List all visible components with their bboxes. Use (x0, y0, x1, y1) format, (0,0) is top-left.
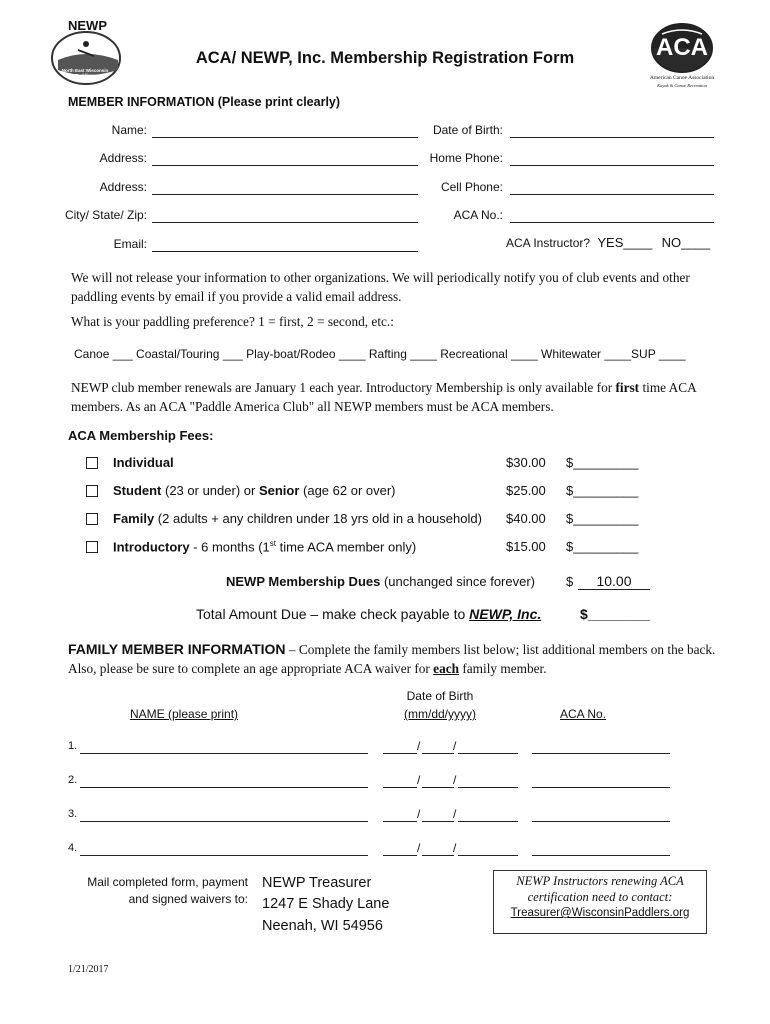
page-title: ACA/ NEWP, Inc. Membership Registration Form (195, 49, 575, 67)
dob-slash: / (453, 773, 457, 787)
total-due-label (196, 606, 541, 622)
family-dob-day[interactable] (422, 753, 454, 754)
fee-name-individual: Individual (113, 455, 174, 470)
col-header-aca-no: ACA No. (560, 707, 607, 721)
fee-label-introductory (113, 539, 416, 554)
fee-price-student-senior: $25.00 (506, 483, 546, 498)
family-dob-month[interactable] (383, 821, 417, 822)
row-number: 3. (68, 808, 78, 820)
fee-label-student-senior (113, 483, 396, 498)
address2-field[interactable] (152, 194, 418, 195)
fee-row-family (86, 510, 726, 528)
col-header-name: NAME (please print) (130, 707, 239, 721)
fees-heading: ACA Membership Fees: (68, 428, 214, 443)
family-row (68, 842, 688, 858)
family-aca-field[interactable] (532, 821, 670, 822)
fee-row-individual (86, 454, 726, 472)
family-dob-month[interactable] (383, 753, 417, 754)
dob-slash: / (417, 807, 421, 821)
fee-name-senior: Senior (258, 483, 300, 498)
aca-logo-tagline: Kayak & Canoe Recreation (657, 83, 707, 88)
renewal-notice (71, 378, 711, 416)
fee-name-introductory: Introductory (113, 539, 190, 555)
fee-amount-introductory[interactable]: $_________ (566, 539, 639, 554)
dob-slash: / (453, 841, 457, 855)
mail-instructions-2: and signed waivers to: (128, 892, 248, 906)
col-header-dob: Date of Birth (406, 689, 474, 703)
family-row (68, 740, 688, 756)
dob-slash: / (417, 739, 421, 753)
family-aca-field[interactable] (532, 753, 670, 754)
footer-date: 1/21/2017 (68, 964, 109, 975)
mail-address-street: 1247 E Shady Lane (262, 896, 390, 912)
fee-amount-family[interactable]: $_________ (566, 511, 639, 526)
renewal-emphasis: first (615, 380, 640, 395)
family-row (68, 774, 688, 790)
aca-no-field[interactable] (510, 222, 714, 223)
instructor-contact-box (493, 870, 707, 934)
dob-slash: / (417, 841, 421, 855)
family-dob-month[interactable] (383, 787, 417, 788)
total-payee: NEWP, Inc. (469, 606, 542, 622)
row-number: 4. (68, 842, 78, 854)
family-name-field[interactable] (80, 855, 368, 856)
newp-logo-text: NEWP (68, 18, 107, 33)
family-dob-day[interactable] (422, 821, 454, 822)
aca-logo (644, 22, 720, 92)
fee-desc-introductory: - 6 months (1 (189, 539, 270, 555)
mail-address-city: Neenah, WI 54956 (262, 918, 383, 934)
fee-row-student-senior (86, 482, 726, 500)
family-dob-year[interactable] (458, 787, 518, 788)
family-dob-month[interactable] (383, 855, 417, 856)
row-number: 2. (68, 774, 78, 786)
family-info-heading: FAMILY MEMBER INFORMATION (68, 641, 286, 657)
newp-logo-subtext: North East Wisconsin Paddlers (61, 68, 109, 78)
checkbox-individual[interactable] (86, 457, 98, 469)
cell-phone-label: Cell Phone: (440, 180, 503, 194)
family-dob-day[interactable] (422, 855, 454, 856)
family-dob-year[interactable] (458, 753, 518, 754)
row-number: 1. (68, 740, 78, 752)
fee-label-individual (113, 455, 174, 470)
family-name-field[interactable] (80, 821, 368, 822)
newp-dues-title: NEWP Membership Dues (226, 574, 381, 589)
family-name-field[interactable] (80, 753, 368, 754)
fee-price-introductory: $15.00 (506, 539, 546, 554)
city-state-zip-label: City/ State/ Zip: (64, 208, 147, 222)
home-phone-label: Home Phone: (429, 151, 503, 165)
family-dob-year[interactable] (458, 821, 518, 822)
family-intro-text: – Complete the family members list below; list additional members on the back. Also, please be sure to complete an age appropriate ACA waiver for (68, 642, 716, 676)
col-header-dob-format: (mm/dd/yyyy) (404, 707, 476, 721)
fee-name-student: Student (113, 483, 162, 498)
newp-logo (46, 16, 126, 86)
aca-no-label: ACA No.: (453, 208, 503, 222)
instructor-yes-option[interactable]: YES____ (597, 235, 653, 250)
address-label: Address: (99, 151, 147, 165)
fee-price-individual: $30.00 (506, 455, 546, 470)
preference-list[interactable]: Canoe ___ Coastal/Touring ___ Play-boat/Rodeo ____ Rafting ____ Recreational ____ Whitewater ____SUP ____ (74, 347, 686, 361)
fee-price-family: $40.00 (506, 511, 546, 526)
family-aca-field[interactable] (532, 855, 670, 856)
checkbox-family[interactable] (86, 513, 98, 525)
contact-email-link[interactable]: Treasurer@WisconsinPaddlers.org (510, 907, 690, 919)
family-info-intro (68, 640, 718, 678)
dob-label: Date of Birth: (432, 123, 503, 137)
family-name-field[interactable] (80, 787, 368, 788)
dob-field[interactable] (510, 137, 714, 138)
contact-line-1: NEWP Instructors renewing ACA (516, 874, 684, 888)
newp-dues-note: (unchanged since forever) (380, 574, 536, 589)
checkbox-introductory[interactable] (86, 541, 98, 553)
fee-label-family (113, 511, 482, 526)
aca-logo-subtext: American Canoe Association (649, 75, 715, 81)
dob-slash: / (453, 739, 457, 753)
fee-desc-student: (23 or under) or (161, 483, 259, 498)
family-row (68, 808, 688, 824)
dob-slash: / (417, 773, 421, 787)
total-due-amount[interactable]: $________ (580, 606, 651, 622)
newp-dues-label (226, 574, 535, 589)
email-field[interactable] (152, 251, 418, 252)
family-dob-day[interactable] (422, 787, 454, 788)
address-field[interactable] (152, 165, 418, 166)
newp-dues-dollar: $ (566, 574, 574, 589)
member-info-heading: MEMBER INFORMATION (Please print clearly) (68, 95, 341, 109)
address2-label: Address: (99, 180, 147, 194)
fee-name-family: Family (113, 511, 155, 526)
dob-slash: / (453, 807, 457, 821)
newp-dues-amount[interactable]: 10.00 (578, 573, 650, 590)
home-phone-field[interactable] (510, 165, 714, 166)
aca-logo-text: ACA (656, 34, 708, 61)
aca-instructor-row (506, 235, 710, 250)
fee-row-introductory (86, 538, 726, 556)
checkbox-student-senior[interactable] (86, 485, 98, 497)
city-state-zip-field[interactable] (152, 222, 418, 223)
renewal-text-2: time ACA members. As an ACA "Paddle America Club" all NEWP members must be ACA members. (71, 380, 697, 414)
family-aca-field[interactable] (532, 787, 670, 788)
name-field[interactable] (152, 137, 418, 138)
fee-amount-student-senior[interactable]: $_________ (566, 483, 639, 498)
email-label: Email: (113, 237, 147, 251)
instructor-no-option[interactable]: NO____ (661, 235, 711, 250)
preference-question: What is your paddling preference? 1 = first, 2 = second, etc.: (71, 314, 394, 329)
total-due-text: Total Amount Due – make check payable to (196, 606, 470, 622)
mail-address-name: NEWP Treasurer (262, 875, 372, 891)
family-intro-end: family member. (459, 661, 547, 676)
fee-desc-senior: (age 62 or over) (299, 483, 396, 498)
family-dob-year[interactable] (458, 855, 518, 856)
cell-phone-field[interactable] (510, 194, 714, 195)
fee-desc-family: (2 adults + any children under 18 yrs old in a household) (154, 511, 482, 526)
fee-amount-individual[interactable]: $_________ (566, 455, 639, 470)
aca-instructor-label: ACA Instructor? (506, 236, 591, 250)
fee-desc-sup: st (269, 539, 276, 548)
renewal-text-1: NEWP club member renewals are January 1 each year. Introductory Membership is only available for (71, 380, 616, 395)
name-label: Name: (111, 123, 147, 137)
mail-instructions-1: Mail completed form, payment (87, 875, 248, 889)
fee-desc-introductory-2: time ACA member only) (276, 539, 417, 555)
contact-line-2: certification need to contact: (527, 890, 673, 904)
privacy-notice: We will not release your information to other organizations. We will periodically notify you of club events and other paddling events by email if you provide a valid email address. (71, 270, 690, 304)
family-intro-emphasis: each (433, 661, 460, 676)
